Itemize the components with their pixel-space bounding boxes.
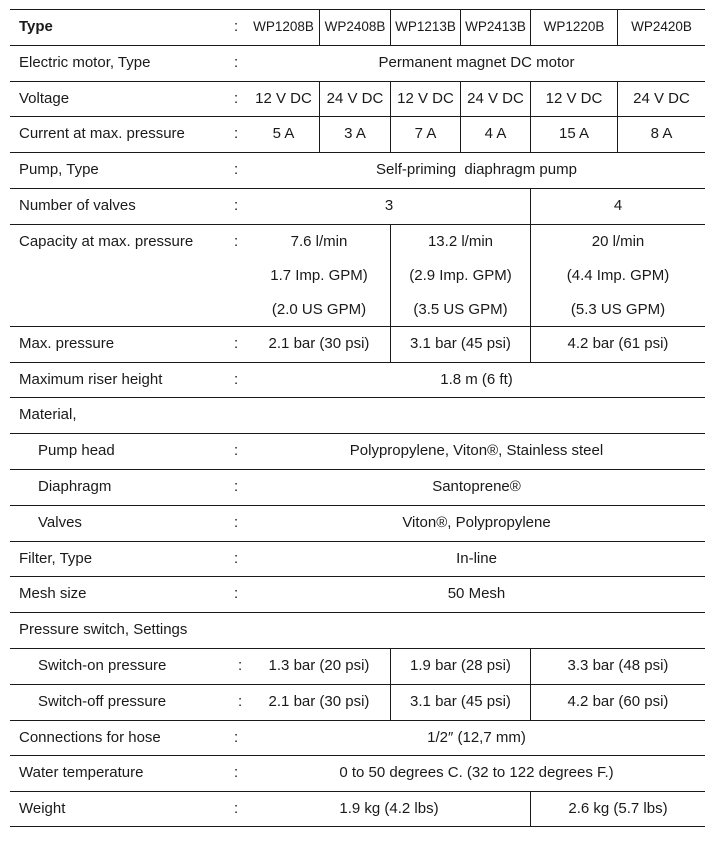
capacity-lmin: 13.2 l/min (427, 232, 494, 250)
row-label: Switch-on pressure (38, 656, 167, 674)
row-label: Filter, Type (19, 549, 93, 567)
colon: : (234, 585, 239, 603)
row-label: Current at max. pressure (19, 125, 185, 143)
row-value: 24 V DC (617, 82, 705, 117)
row-value: 1.9 bar (28 psi) (390, 649, 530, 684)
row-label: Material, (19, 406, 77, 424)
current-row (10, 116, 705, 152)
colon: : (234, 549, 239, 567)
weight-row (10, 791, 705, 827)
model-header: WP1213B (390, 10, 460, 45)
row-value: Polypropylene, Viton®, Stainless steel (349, 442, 604, 460)
model-header: WP2420B (617, 10, 705, 45)
colon: : (234, 442, 239, 460)
hose-row (10, 720, 705, 756)
colon: : (238, 656, 243, 674)
row-value: Santoprene® (432, 477, 521, 495)
row-value: 3 A (319, 117, 390, 152)
motor-row (10, 45, 705, 81)
row-value: 4 A (460, 117, 530, 152)
riser-row (10, 362, 705, 398)
capacity-us: (5.3 US GPM) (570, 300, 666, 318)
row-value: 3.1 bar (45 psi) (390, 327, 530, 362)
row-value: 2.6 kg (5.7 lbs) (530, 792, 705, 826)
row-label: Mesh size (19, 585, 87, 603)
row-value: 3 (384, 196, 394, 214)
row-value: 4.2 bar (61 psi) (530, 327, 705, 362)
model-header: WP2408B (319, 10, 390, 45)
row-value: 2.1 bar (30 psi) (268, 334, 370, 352)
capacity-lmin: 7.6 l/min (290, 232, 348, 250)
header-row (10, 9, 705, 45)
colon: : (234, 161, 239, 179)
colon: : (234, 477, 239, 495)
switch-on-row (10, 648, 705, 684)
pressure-switch-row (10, 612, 705, 648)
row-label: Pressure switch, Settings (19, 621, 188, 639)
colon: : (234, 764, 239, 782)
row-label: Max. pressure (19, 334, 115, 352)
row-value: In-line (456, 549, 497, 567)
colon: : (234, 53, 239, 71)
row-value: 24 V DC (460, 82, 530, 117)
colon: : (234, 18, 239, 35)
colon: : (234, 370, 239, 388)
row-value: 12 V DC (390, 82, 460, 117)
row-value: 1.9 kg (4.2 lbs) (339, 800, 439, 818)
row-label: Maximum riser height (19, 370, 163, 388)
row-label: Voltage (19, 89, 70, 107)
model-header: WP2413B (460, 10, 530, 45)
voltage-row (10, 81, 705, 117)
diaphragm-row (10, 469, 705, 505)
row-value: 12 V DC (530, 82, 617, 117)
colon: : (234, 800, 239, 818)
colon: : (234, 728, 239, 746)
capacity-imp: (2.9 Imp. GPM) (409, 266, 512, 284)
row-value: 7 A (390, 117, 460, 152)
capacity-group (530, 225, 705, 326)
water-temp-row (10, 755, 705, 791)
filter-row (10, 541, 705, 577)
row-value: 4 (530, 189, 705, 224)
valves-count-row (10, 188, 705, 224)
colon: : (234, 232, 239, 250)
colon: : (234, 89, 239, 107)
row-label: Valves (38, 513, 82, 531)
row-label: Number of valves (19, 196, 136, 214)
row-label: Switch-off pressure (38, 692, 167, 710)
colon: : (234, 196, 239, 214)
row-value: 1/2″ (12,7 mm) (427, 728, 526, 746)
row-value: 4.2 bar (60 psi) (530, 685, 705, 720)
row-value: 50 Mesh (447, 585, 506, 603)
row-value: 15 A (530, 117, 617, 152)
row-label: Connections for hose (19, 728, 161, 746)
row-value: 8 A (617, 117, 705, 152)
type-label: Type (19, 18, 53, 35)
max-pressure-row (10, 326, 705, 362)
model-header: WP1220B (530, 10, 617, 45)
row-value: 24 V DC (319, 82, 390, 117)
row-value: 0 to 50 degrees C. (32 to 122 degrees F.) (339, 764, 614, 782)
row-value: Viton®, Polypropylene (402, 513, 551, 531)
row-value: 2.1 bar (30 psi) (268, 692, 370, 710)
colon: : (234, 513, 239, 531)
row-value: 1.3 bar (20 psi) (268, 656, 370, 674)
pump-head-row (10, 433, 705, 469)
valves-material-row (10, 505, 705, 541)
row-value: 3.3 bar (48 psi) (530, 649, 705, 684)
model-header: WP1208B (253, 19, 314, 34)
capacity-row (10, 224, 705, 326)
capacity-us: (3.5 US GPM) (413, 300, 508, 318)
row-value: 1.8 m (6 ft) (440, 370, 513, 388)
row-label: Pump head (38, 442, 115, 460)
row-value: Permanent magnet DC motor (378, 53, 575, 71)
row-label: Pump, Type (19, 161, 99, 179)
colon: : (234, 334, 239, 352)
capacity-us: (2.0 US GPM) (271, 300, 367, 318)
spec-table (10, 9, 705, 827)
capacity-group (248, 225, 390, 326)
row-value: 12 V DC (255, 89, 312, 107)
pump-type-row (10, 152, 705, 188)
row-value: Self-priming diaphragm pump (376, 161, 577, 179)
switch-off-row (10, 684, 705, 720)
capacity-lmin: 20 l/min (591, 232, 645, 250)
colon: : (238, 692, 243, 710)
mesh-row (10, 576, 705, 612)
row-label: Water temperature (19, 764, 144, 782)
row-label: Electric motor, Type (19, 53, 151, 71)
capacity-group (390, 225, 530, 326)
row-label: Capacity at max. pressure (19, 232, 194, 250)
colon: : (234, 125, 239, 143)
material-row (10, 397, 705, 433)
row-label: Diaphragm (38, 477, 112, 495)
capacity-imp: (4.4 Imp. GPM) (566, 266, 670, 284)
capacity-imp: 1.7 Imp. GPM) (270, 266, 368, 284)
row-value: 5 A (272, 125, 295, 143)
row-value: 3.1 bar (45 psi) (390, 685, 530, 720)
row-label: Weight (19, 800, 66, 818)
